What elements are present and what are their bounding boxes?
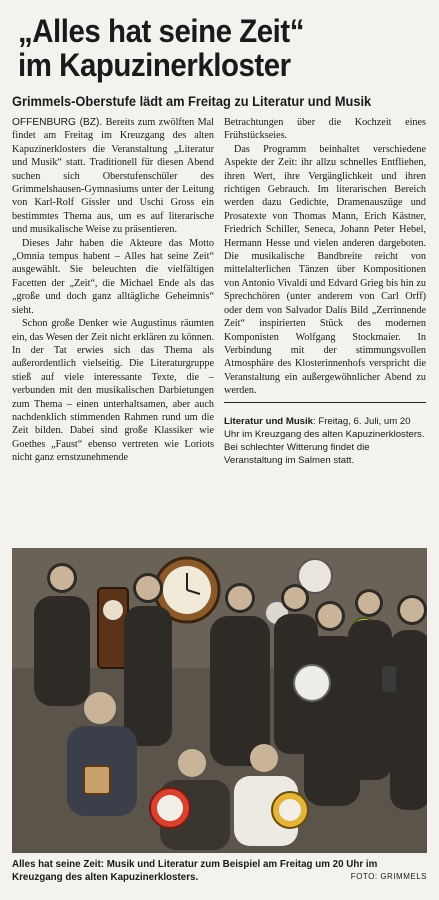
- paragraph: Das Programm beinhaltet verschiedene Aspekte der Zeit: ihr allzu schnelles Entfliehen, ihren Wert, ihre Vergänglichkeit und ihren richtigen Gebrauch. Im literarischen Bereich werden dazu Gedichte, Dramenauszüge und Prosatexte von Thomas Mann, Erich Kästner, Friedrich Schiller, Seneca, Johann Peter Hebel, Hermann Hesse und vielen anderen dargeboten. Die musikalische Bandbreite reicht von mittelalterlichen Tänzen über Kompositionen von Antonio Vivaldi und Edvard Grieg bis hin zu Sprechchören (unter anderem von Carl Orff) oder dem von Salvador Dalís Bild „Zerrinnende Zeit“ inspirierten Stück des modernen Komponisten Wolfgang Stockmaier. In Verbindung mit der stimmungsvollen Atmosphäre des Klosterinnenhofs verspricht die Veranstaltung ein außergewöhnlicher Abend zu werden.: [224, 143, 426, 397]
- paragraph: Schon große Denker wie Augustinus räumten ein, das Wesen der Zeit nicht erklären zu können. In der Tat erwies sich das Thema als außerordentlich vielseitig. Die Literaturgruppe stieß auf viele interessante Texte, die – verbunden mit den musikalischen Darbietungen zum Thema – einen unterhaltsamen, aber auch nachdenklich stimmenden Rahmen rund um die Zeit bilden. Dabei sind große Klassiker wie Goethes „Faust“ ebenso vertreten wie Loriots nicht ganz ernstzunehmende: [12, 318, 214, 464]
- photo-caption: Alles hat seine Zeit: Musik und Literatur zum Beispiel am Freitag um 20 Uhr im Kreuzgang des alten Kapuzinerklosters.: [12, 859, 378, 883]
- subheadline: Grimmels-Oberstufe lädt am Freitag zu Literatur und Musik: [12, 94, 372, 109]
- headline: [18, 14, 394, 82]
- paragraph: Dieses Jahr haben die Akteure das Motto „Omnia tempus habent – Alles hat seine Zeit“ ausgewählt. Sie beleuchten die vielfältigen Facetten der „Zeit“, die Michael Ende als das „große und doch ganz alltägliche Geheimnis“ sieht.: [12, 237, 214, 316]
- info-text: : Freitag, 6. Juli, um 20 Uhr im Kreuzgang des alten Kapuzinerklosters. Bei schlechter Witterung findet die Veranstaltung im Salmen statt.: [224, 415, 425, 466]
- group-photo: [12, 548, 427, 853]
- article-columns: [12, 116, 427, 467]
- right-column: [224, 116, 426, 467]
- paragraph: [12, 116, 214, 237]
- paragraph-text: Bereits zum zwölften Mal findet am Freitag im Kreuzgang des alten Kapuzinerklosters die Veranstaltung „Literatur und Musik“ statt. Traditionell für diesen Abend suchen sich Oberstufenschüler des Grimmelshausen-Gymnasiums unter der Leitung von Karl-Rolf Gissler und Uschi Gross ein bestimmtes Thema aus, um es auf literarische und musikalische Weise zu präsentieren.: [12, 117, 215, 236]
- info-label: Literatur und Musik: [224, 415, 314, 427]
- headline-line-1: „Alles hat seine Zeit“: [18, 13, 305, 49]
- paragraph: Betrachtungen über die Kochzeit eines Frühstückseies.: [224, 117, 426, 142]
- headline-line-2: im Kapuzinerkloster: [18, 47, 291, 83]
- info-box: [224, 415, 426, 467]
- photo-credit: FOTO: GRIMMELS: [350, 872, 427, 881]
- divider: [224, 402, 426, 403]
- dateline: OFFENBURG (BZ).: [12, 117, 103, 128]
- left-column: [12, 116, 214, 467]
- photo-illustration: [12, 548, 427, 853]
